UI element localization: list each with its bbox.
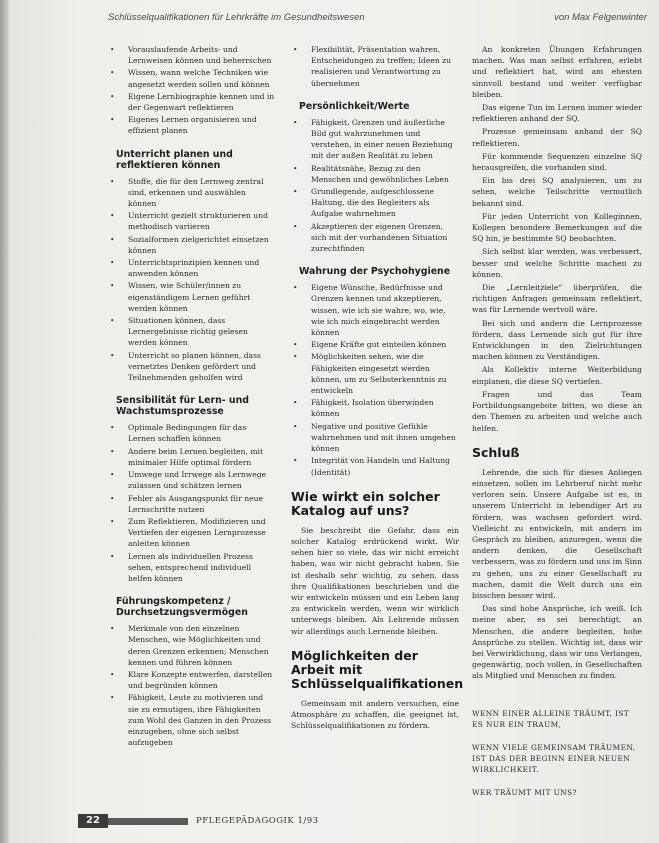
list-item: • Wissen, wie Schüler/innen zu eigenständigem Lernen geführt werden können (108, 280, 276, 314)
bullet-list-top (108, 44, 276, 137)
column-middle (291, 44, 464, 733)
list-item: • Fähigkeit, Grenzen und äußerliche Bild gut wahrzunehmen und verstehen, in einer neuen Beziehung mit der außen Realität zu leben (291, 117, 459, 162)
bullet-list (291, 282, 459, 477)
bullet-list (291, 117, 459, 254)
closing-verse: WENN EINER ALLEINE TRÄUMT, IST ES NUR EIN TRAUM, (472, 708, 630, 729)
list-item: • Klare Konzepte entwerfen, darstellen und begründen können (108, 669, 276, 691)
bullet-list (108, 176, 276, 384)
list-item: • Akzeptieren der eigenen Grenzen, sich mit der vorhandenen Situation zurechtfinden (291, 221, 459, 255)
bullet-list (108, 623, 276, 748)
paragraph: Das eigene Tun im Lernen immer wieder reflektieren anhand der SQ. (472, 103, 642, 124)
section-heading: Sensibilität für Lern- und Wachstumsprozesse (116, 395, 249, 418)
list-item: • Fehler als Ausgangspunkt für neue Lernschritte nutzen (108, 493, 276, 515)
list-item: • Unterricht so planen können, dass vernetztes Denken gefördert und Teilnehmenden geholfen wird (108, 350, 276, 384)
list-item: • Lernen als individuellen Prozess sehen, entsprechend individuell helfen können (108, 551, 276, 585)
paragraph: Die „Lernleitziele“ überprüfen, die richtigen Anfragen gemeinsam reflektiert, was für Lernende wertvoll wäre. (472, 283, 642, 315)
page-number: 22 (78, 814, 108, 828)
list-item: • Grundlegende, aufgeschlossene Haltung, die des Begleiters als Aufgabe wahrnehmen (291, 186, 459, 220)
paragraph: Fragen und das Team Fortbildungsangebote bitten, wo diese an den Themen zu arbeiten und welche auch helfen. (472, 389, 642, 433)
running-header-title: Schlüsselqualifikationen für Lehrkräfte im Gesundheitswesen (108, 12, 365, 23)
closing-verse: WER TRÄUMT MIT UNS? (472, 787, 577, 797)
list-item: • Unterrichtsprinzipien kennen und anwenden können (108, 257, 276, 279)
article-heading: Schluß (472, 444, 520, 460)
list-item: • Stoffe, die für den Lernweg zentral sind, erkennen und auswählen können (108, 176, 276, 210)
running-header-author: von Max Felgenwinter (554, 12, 647, 23)
section-heading: Persönlichkeit/Werte (299, 100, 410, 112)
list-item: • Wissen, wann welche Techniken wie angesetzt werden sollen und können (108, 67, 276, 89)
list-item: • Realitätsnähe, Bezug zu den Menschen und gewöhnliches Leben (291, 163, 459, 185)
list-item: • Andere beim Lernen begleiten, mit minimaler Hilfe optimal fördern (108, 446, 276, 468)
paragraph: Ein bis drei SQ analysieren, um zu sehen, welche Teilschritte vermutlich bekannt sind. (472, 176, 642, 208)
page-binding-edge (0, 0, 9, 843)
list-item: • Optimale Bedingungen für das Lernen schaffen können (108, 422, 276, 444)
paragraph: Gemeinsam mit andern versuchen, eine Atmosphäre zu schaffen, die geeignet ist, Schlüsselqualifikationen zu fördern. (291, 698, 459, 731)
paragraph: Für jeden Unterricht von Kolleginnen, Kollegen besondere Bemerkungen auf die SQ hin, je bestimmte SQ beobachten. (472, 211, 642, 244)
list-item: • Negative und positive Gefühle wahrnehmen und mit ihnen umgehen können (291, 421, 459, 455)
list-item: • Umwege und Irrwege als Lernwege zulassen und schätzen lernen (108, 469, 276, 491)
list-item: • Sozialformen zielgerichtet einsetzen können (108, 234, 276, 256)
list-item: • Merkmale von den einzelnen Menschen, wie Möglichkeiten und deren Grenzen erkennen; Menschen kennen und führen können (108, 623, 276, 668)
section-heading: Führungskompetenz / Durchsetzungsvermögen (116, 596, 248, 619)
bullet-list-top (291, 44, 459, 89)
article-heading: Wie wirkt ein solcher Katalog auf uns? (291, 488, 440, 518)
paragraph: An konkreten Übungen Erfahrungen machen. Was man selbst erfahren, erlebt und reflektiert hat, wird am ehesten sinnvoll bestand und weiter verfügbar bleiben. (472, 45, 642, 99)
list-item: • Unterricht gezielt strukturieren und methodisch variieren (108, 210, 276, 232)
article-heading: Möglichkeiten der Arbeit mit Schlüsselqualifikationen (291, 647, 464, 691)
list-item: • Fähigkeit, Isolation überwinden können (291, 397, 459, 419)
section-heading: Wahrung der Psychohygiene (299, 266, 451, 278)
paragraph: Das sind hohe Ansprüche, ich weiß. Ich meine aber, es sei berechtigt, an Menschen, die andere begleiten, hohe Ansprüche zu stellen. Wichtig ist, dass wir bei Verwirklichung, dass wir uns Verlangen, gegenwärtig, noch vollen, in Gesellschaften als Mitglied und Menschen zu finden. (472, 604, 642, 681)
list-item: • Eigene Lernbiographie kennen und in der Gegenwart reflektieren (108, 91, 276, 113)
paragraph: Lehrende, die sich für dieses Anliegen einsetzen, sollen im Lehrberuf nicht mehr verloren sein. Unsere Aufgabe ist es, in unserem Unterricht in lebendiger Art zu fördern, was wachsen gefordert wird. Vielleicht zu entwickeln, mit andern im Gespräch zu bleiben, anzuregen, wenn die andern denken, die Gesellschaft verbessern, was zu fördern und uns im Sinn zu gehen, uns zu einer Gesellschaft zu machen, damit die Welt durch uns ein bisschen besser wird. (472, 467, 642, 600)
closing-verse: WENN VIELE GEMEINSAM TRÄUMEN, IST DAS DER BEGINN EINER NEUEN WIRKLICHKEIT. (472, 742, 636, 774)
footer-publication: PFLEGEPÄDAGOGIK 1/93 (196, 816, 319, 826)
paragraph: Sie beschreibt die Gefahr, dass ein solcher Katalog erdrückend wirkt. Wir sehen hier so viele, das wir nicht erreicht haben, was wir nicht gebracht haben. Sie ist deshalb sehr wichtig, zu sehen, dass ihre Qualifikationen beschrieben und die wir entwickeln müssen und ein Leben lang zu entwickeln werden, wenn wir wirklich unterwegs bleiben. Als Lehrende müssen wir allerdings auch Lernende bleiben. (291, 525, 459, 636)
list-item: • Fähigkeit, Leute zu motivieren und sie zu ermutigen, ihre Fähigkeiten zum Wohl des Ganzen in den Prozess einzugeben, ohne sich selbst aufzugeben (108, 692, 276, 748)
list-item: • Möglichkeiten sehen, wie die Fähigkeiten eingesetzt werden können, um zu Selbsterkenntnis zu entwickeln (291, 351, 459, 396)
list-item: • Eigenes Lernen organisieren und effizient planen (108, 114, 276, 136)
paragraph: Sich selbst klar werden, was verbessert, besser und welche Schritte machen zu können. (472, 247, 642, 279)
paragraph: Prozesse gemeinsam anhand der SQ reflektieren. (472, 127, 642, 148)
bullet-list (108, 422, 276, 584)
paragraph: Für kommende Sequenzen einzelne SQ herausgreifen, die vorhanden sind. (472, 151, 642, 173)
list-item: • Zum Reflektieren, Modifizieren und Vertiefen der eigenen Lernprozesse anleiten können (108, 516, 276, 550)
section-heading: Unterricht planen und reflektieren können (116, 148, 233, 171)
list-item: • Eigene Wünsche, Bedürfnisse und Grenzen kennen und akzeptieren, wissen, wie ich sie wahre, wo, wie, wie ich mich eingebracht werden können (291, 282, 459, 338)
footer-rule (108, 818, 188, 825)
paragraph: Als Kollektiv interne Weiterbildung einplanen, die diese SQ vertiefen. (472, 365, 642, 386)
column-right (472, 44, 642, 798)
list-item: • Situationen können, dass Lernergebnisse richtig gelesen werden können (108, 315, 276, 349)
list-item: • Integrität von Handeln und Haltung (Identität) (291, 455, 459, 477)
list-item: • Eigene Kräfte gut einteilen können (291, 339, 459, 350)
list-item: • Vorauslaufende Arbeits- und Lernweisen können und beherrschen (108, 44, 276, 66)
paragraph: Bei sich und andern die Lernprozesse fördern, dass Lernende sich gut für ihre Entwicklungen in den Zielrichtungen machen können zu Verständigen. (472, 318, 642, 362)
list-item: • Flexibilität, Präsentation wahren, Entscheidungen zu treffen; Ideen zu realisieren und Verantwortung zu übernehmen (291, 44, 459, 89)
column-left (108, 44, 276, 749)
